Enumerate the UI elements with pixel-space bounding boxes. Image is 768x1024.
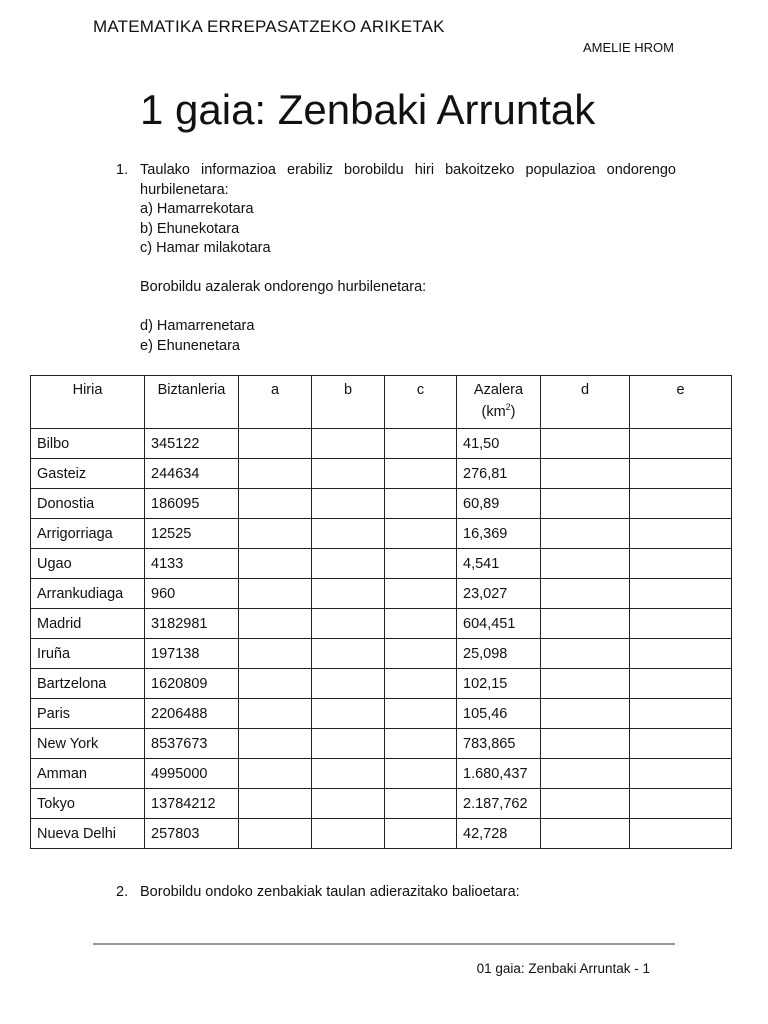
exercise-1-number: 1. xyxy=(116,162,129,178)
option-b: b) Ehunekotara xyxy=(140,220,240,237)
area-cell: 16,369 xyxy=(457,519,541,549)
population-cell: 960 xyxy=(145,579,239,609)
answer-b-cell[interactable] xyxy=(312,789,385,819)
area-cell: 783,865 xyxy=(457,729,541,759)
cities-table xyxy=(30,375,732,849)
answer-a-cell[interactable] xyxy=(239,459,312,489)
answer-b-cell[interactable] xyxy=(312,489,385,519)
exercise-2-text: Borobildu ondoko zenbakiak taulan adierazitako balioetara: xyxy=(140,884,520,900)
footer-page-label: 01 gaia: Zenbaki Arruntak - 1 xyxy=(476,961,650,976)
answer-c-cell[interactable] xyxy=(385,669,457,699)
answer-d-cell[interactable] xyxy=(541,579,630,609)
table-body xyxy=(31,429,732,849)
answer-d-cell[interactable] xyxy=(541,489,630,519)
answer-b-cell[interactable] xyxy=(312,699,385,729)
table-row xyxy=(31,429,732,459)
exercise-1-intro: Taulako informazioa erabiliz borobildu hiri bakoitzeko populazioa ondorengo hurbilenetara: xyxy=(140,162,676,198)
answer-e-cell[interactable] xyxy=(630,639,732,669)
answer-c-cell[interactable] xyxy=(385,789,457,819)
area-cell: 4,541 xyxy=(457,549,541,579)
answer-d-cell[interactable] xyxy=(541,609,630,639)
answer-b-cell[interactable] xyxy=(312,429,385,459)
answer-e-cell[interactable] xyxy=(630,579,732,609)
area-cell: 105,46 xyxy=(457,699,541,729)
answer-b-cell[interactable] xyxy=(312,759,385,789)
answer-d-cell[interactable] xyxy=(541,519,630,549)
answer-a-cell[interactable] xyxy=(239,519,312,549)
header-e: e xyxy=(630,376,732,429)
header-area-unit: $(km^2)$ xyxy=(481,402,516,420)
answer-b-cell[interactable] xyxy=(312,459,385,489)
answer-d-cell[interactable] xyxy=(541,429,630,459)
option-d: d) Hamarrenetara xyxy=(140,318,255,334)
population-cell: 257803 xyxy=(145,819,239,849)
answer-a-cell[interactable] xyxy=(239,489,312,519)
city-cell: Bartzelona xyxy=(31,669,145,699)
city-cell: Paris xyxy=(31,699,145,729)
table-row xyxy=(31,759,732,789)
population-cell: 2206488 xyxy=(145,699,239,729)
area-cell: 25,098 xyxy=(457,639,541,669)
answer-b-cell[interactable] xyxy=(312,609,385,639)
document-title: 1 gaia: Zenbaki Arruntak xyxy=(140,86,596,133)
answer-b-cell[interactable] xyxy=(312,819,385,849)
city-cell: New York xyxy=(31,729,145,759)
answer-d-cell[interactable] xyxy=(541,459,630,489)
answer-b-cell[interactable] xyxy=(312,729,385,759)
city-cell: Madrid xyxy=(31,609,145,639)
answer-d-cell[interactable] xyxy=(541,729,630,759)
area-cell: 276,81 xyxy=(457,459,541,489)
answer-e-cell[interactable] xyxy=(630,819,732,849)
population-cell: 186095 xyxy=(145,489,239,519)
answer-c-cell[interactable] xyxy=(385,759,457,789)
city-cell: Tokyo xyxy=(31,789,145,819)
answer-e-cell[interactable] xyxy=(630,459,732,489)
city-cell: Ugao xyxy=(31,549,145,579)
answer-a-cell[interactable] xyxy=(239,729,312,759)
answer-c-cell[interactable] xyxy=(385,639,457,669)
answer-c-cell[interactable] xyxy=(385,819,457,849)
answer-c-cell[interactable] xyxy=(385,489,457,519)
header-b: b xyxy=(312,376,385,429)
city-cell: Bilbo xyxy=(31,429,145,459)
answer-e-cell[interactable] xyxy=(630,729,732,759)
answer-c-cell[interactable] xyxy=(385,429,457,459)
answer-e-cell[interactable] xyxy=(630,519,732,549)
answer-a-cell[interactable] xyxy=(239,789,312,819)
answer-a-cell[interactable] xyxy=(239,579,312,609)
city-cell: Iruña xyxy=(31,639,145,669)
exercise-1-body xyxy=(140,161,676,356)
header-d: d xyxy=(541,376,630,429)
header-author: AMELIE HROM xyxy=(582,40,674,55)
footer-divider xyxy=(93,943,675,945)
answer-b-cell[interactable] xyxy=(312,639,385,669)
population-cell: 3182981 xyxy=(145,609,239,639)
answer-a-cell[interactable] xyxy=(239,609,312,639)
table-row xyxy=(31,489,732,519)
city-cell: Nueva Delhi xyxy=(31,819,145,849)
option-c: c) Hamar milakotara xyxy=(140,240,271,256)
population-cell: 197138 xyxy=(145,639,239,669)
table-row xyxy=(31,459,732,489)
answer-e-cell[interactable] xyxy=(630,549,732,579)
population-cell: 345122 xyxy=(145,429,239,459)
header-a: a xyxy=(239,376,312,429)
city-cell: Amman xyxy=(31,759,145,789)
answer-e-cell[interactable] xyxy=(630,609,732,639)
answer-a-cell[interactable] xyxy=(239,639,312,669)
area-cell: 604,451 xyxy=(457,609,541,639)
answer-a-cell[interactable] xyxy=(239,819,312,849)
table-row xyxy=(31,789,732,819)
table-row xyxy=(31,519,732,549)
answer-e-cell[interactable] xyxy=(630,789,732,819)
area-cell: 42,728 xyxy=(457,819,541,849)
answer-b-cell[interactable] xyxy=(312,519,385,549)
city-cell: Donostia xyxy=(31,489,145,519)
answer-a-cell[interactable] xyxy=(239,699,312,729)
area-cell: 60,89 xyxy=(457,489,541,519)
table-row xyxy=(31,669,732,699)
area-cell: 2.187,762 xyxy=(457,789,541,819)
answer-e-cell[interactable] xyxy=(630,699,732,729)
answer-c-cell[interactable] xyxy=(385,459,457,489)
population-cell: 12525 xyxy=(145,519,239,549)
answer-e-cell[interactable] xyxy=(630,489,732,519)
answer-c-cell[interactable] xyxy=(385,699,457,729)
table-row xyxy=(31,819,732,849)
answer-d-cell[interactable] xyxy=(541,789,630,819)
header-area-label: Azalera xyxy=(473,382,524,398)
answer-e-cell[interactable] xyxy=(630,429,732,459)
city-cell: Arrankudiaga xyxy=(31,579,145,609)
area-cell: 23,027 xyxy=(457,579,541,609)
answer-b-cell[interactable] xyxy=(312,579,385,609)
answer-d-cell[interactable] xyxy=(541,669,630,699)
answer-d-cell[interactable] xyxy=(541,699,630,729)
population-cell: 8537673 xyxy=(145,729,239,759)
answer-c-cell[interactable] xyxy=(385,519,457,549)
table-row xyxy=(31,549,732,579)
answer-d-cell[interactable] xyxy=(541,759,630,789)
exercise-1 xyxy=(116,161,676,356)
answer-e-cell[interactable] xyxy=(630,759,732,789)
option-a: a) Hamarrekotara xyxy=(140,201,254,217)
answer-b-cell[interactable] xyxy=(312,669,385,699)
table-row xyxy=(31,609,732,639)
answer-c-cell[interactable] xyxy=(385,729,457,759)
answer-e-cell[interactable] xyxy=(630,669,732,699)
answer-d-cell[interactable] xyxy=(541,549,630,579)
area-cell: 1.680,437 xyxy=(457,759,541,789)
answer-a-cell[interactable] xyxy=(239,759,312,789)
answer-c-cell[interactable] xyxy=(385,549,457,579)
option-e: e) Ehunenetara xyxy=(140,337,240,354)
header-population: Biztanleria xyxy=(145,376,239,429)
answer-b-cell[interactable] xyxy=(312,549,385,579)
header-city: Hiria xyxy=(31,376,145,429)
answer-c-cell[interactable] xyxy=(385,609,457,639)
answer-a-cell[interactable] xyxy=(239,669,312,699)
area-cell: 102,15 xyxy=(457,669,541,699)
answer-a-cell[interactable] xyxy=(239,429,312,459)
answer-d-cell[interactable] xyxy=(541,639,630,669)
answer-a-cell[interactable] xyxy=(239,549,312,579)
population-cell: 244634 xyxy=(145,459,239,489)
population-cell: 13784212 xyxy=(145,789,239,819)
table-row xyxy=(31,729,732,759)
area-intro: Borobildu azalerak ondorengo hurbilenetara: xyxy=(140,279,427,295)
table-header-row xyxy=(31,376,732,429)
header-area xyxy=(457,376,541,429)
area-cell: 41,50 xyxy=(457,429,541,459)
answer-d-cell[interactable] xyxy=(541,819,630,849)
population-cell: 1620809 xyxy=(145,669,239,699)
table-row xyxy=(31,579,732,609)
header-c: c xyxy=(385,376,457,429)
population-cell: 4133 xyxy=(145,549,239,579)
city-cell: Gasteiz xyxy=(31,459,145,489)
exercise-2 xyxy=(116,884,520,900)
city-cell: Arrigorriaga xyxy=(31,519,145,549)
exercise-2-number: 2. xyxy=(116,884,129,900)
table-row xyxy=(31,699,732,729)
answer-c-cell[interactable] xyxy=(385,579,457,609)
header-title: MATEMATIKA ERREPASATZEKO ARIKETAK xyxy=(93,17,445,36)
table-row xyxy=(31,639,732,669)
population-cell: 4995000 xyxy=(145,759,239,789)
